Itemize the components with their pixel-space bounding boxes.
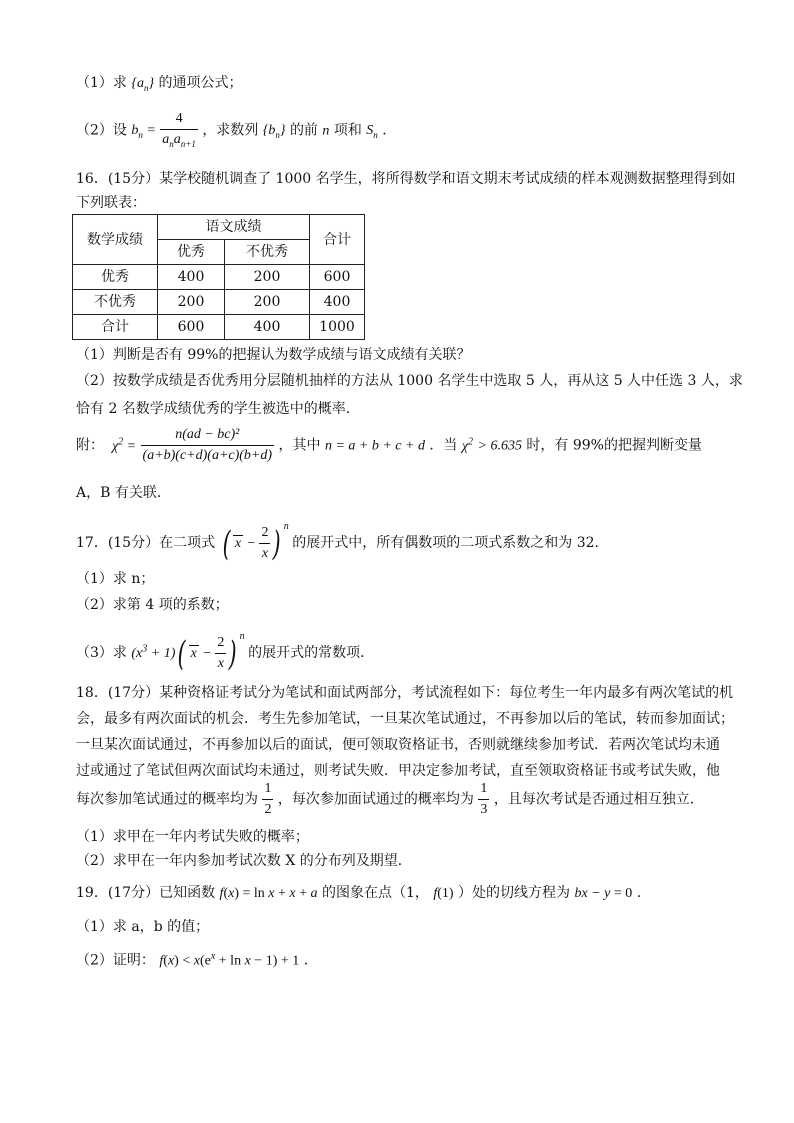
q18-line1: 18．(17分）某种资格证考试分为笔试和面试两部分，考试流程如下：每位考生一年内最多有两次笔试的机 [76, 685, 734, 701]
note-condition: > 6.635 [477, 438, 522, 454]
q19-part2-pre: （2）证明： [76, 952, 155, 969]
q19-part2-end: ． [303, 952, 318, 969]
table-group-header: 语文成绩 [158, 215, 310, 240]
table-cell: 200 [225, 265, 310, 290]
q15-seq-bn: $\{b_n\}$ [262, 123, 286, 141]
q19-stem-pre: 19．(17分）已知函数 [76, 885, 216, 901]
q19-tangent: bx − y [574, 886, 611, 901]
q17-stem-pre: 17．(15分）在二项式 [76, 535, 216, 551]
note-tail: 时，有 99%的把握判断变量 [526, 437, 702, 454]
q18-line2: 会，最多有两次面试的机会．考生先参加笔试，一旦某次笔试通过，不再参加以后的笔试，转而参加面试； [76, 711, 734, 727]
table-row [73, 290, 365, 315]
table-corner: 数学成绩 [73, 215, 158, 265]
q18-prob-written-den: 2 [262, 799, 273, 817]
table-cell: 200 [225, 290, 310, 315]
q19-part2: （2）证明： $f(x) < x(e^x + \ln x - 1) + 1$ ． [76, 951, 318, 969]
q15-part2-tail: 的前 [289, 122, 318, 139]
q17-binomial: ( x − $\frac{2}{x}$ ) $^n$ [222, 521, 289, 564]
q15-fraction [160, 112, 198, 149]
q19-stem: 19．(17分）已知函数 f(x) = ln x + x + a 的图象在点（1， f(1) ）处的切线方程为 bx − y = 0 ． [76, 885, 651, 901]
q19-f1: f [433, 886, 438, 901]
table-row-label: 合计 [73, 315, 158, 340]
q17-part3-tail: 的展开式的常数项． [248, 645, 375, 661]
q18-part2: （2）求甲在一年内参加考试次数 X 的分布列及期望． [76, 853, 412, 869]
q15-part1-text: （1）求 [76, 75, 127, 91]
q17-stem [76, 521, 609, 564]
chi-square-num: n(ad − bc)² [175, 427, 240, 442]
q18-line5 [76, 782, 704, 817]
q18-prob-interview-num: 1 [480, 781, 488, 796]
q18-prob-interview [478, 782, 489, 817]
q16-part2-line1: （2）按数学成绩是否优秀用分层随机抽样的方法从 1000 名学生中选取 5 人，再从这 5 人中任选 3 人，求 [76, 373, 743, 389]
table-row-label: 不优秀 [73, 290, 158, 315]
chi-square-den: (a+b)(c+d)(a+c)(b+d) [141, 445, 275, 463]
q15-fraction-num: 4 [175, 111, 183, 126]
q17-stem-tail: 的展开式中，所有偶数项的二项式系数之和为 32． [292, 535, 609, 551]
q19-stem-mid2: ）处的切线方程为 [458, 885, 571, 901]
q15-part1 [76, 76, 243, 93]
note-label: 附： [76, 437, 104, 454]
note-mid: ，其中 [278, 437, 321, 454]
table-cell: 600 [310, 265, 365, 290]
q18-line4: 过或通过了笔试但两次面试均未通过，则考试失败．甲决定参加考试，直至领取资格证书或考试失败，他 [76, 763, 720, 779]
q19-inequality: f [159, 953, 164, 969]
q17-part3 [76, 631, 375, 674]
q15-part2-mid: ，求数列 [202, 122, 259, 139]
q19-function: f [219, 886, 224, 901]
q15-bn: $b_n$ = [131, 123, 156, 141]
q17-part2: （2）求第 4 项的系数； [76, 597, 229, 613]
table-cell: 200 [158, 290, 225, 315]
q15-seq-an: $\{a_n\}$ [131, 76, 155, 93]
q17-part3-pre: （3）求 [76, 645, 127, 661]
q17-part1: （1）求 n； [76, 571, 155, 587]
table-col-excellent: 优秀 [158, 240, 225, 265]
chi-square-symbol-2: $\chi^2$ [461, 435, 474, 454]
q16-note [76, 428, 702, 463]
table-cell: 600 [158, 315, 225, 340]
q15-sn: $S_n$ [366, 123, 378, 141]
table-total-header: 合计 [310, 215, 365, 265]
q15-fraction-den: $a_na_{n+1}$ [160, 129, 198, 149]
q19-stem-end: ． [636, 885, 651, 901]
q18-prob-interview-den: 3 [478, 799, 489, 817]
q18-part1: （1）求甲在一年内考试失败的概率； [76, 829, 309, 845]
q18-prob-written [262, 782, 273, 817]
table-row-label: 优秀 [73, 265, 158, 290]
table-cell: 400 [225, 315, 310, 340]
q19-part1: （1）求 a，b 的值； [76, 919, 210, 935]
q17-part3-expr: $(x^3 + 1)$( x − $\frac{2}{x}$ ) $^n$ [131, 631, 245, 674]
q16-stem-line1: 16．(15分）某学校随机调查了 1000 名学生，将所得数学和语文期末考试成绩的样本观测数据整理得到如 [76, 171, 736, 187]
q16-stem-line2: 下列联表： [76, 195, 146, 211]
q18-line5-a: 每次参加笔试通过的概率均为 [76, 791, 258, 808]
q18-line3: 一旦某次面试通过，不再参加以后的面试，便可领取资格证书，否则就继续参加考试．若两次笔试均未通 [76, 737, 720, 753]
q18-prob-written-num: 1 [264, 781, 272, 796]
q15-part1-tail: 的通项公式； [158, 75, 243, 91]
table-row [73, 265, 365, 290]
q16-part1: （1）判断是否有 99%的把握认为数学成绩与语文成绩有关联？ [76, 347, 471, 363]
q16-note-line2: A，B 有关联． [76, 485, 171, 501]
q15-n: n [322, 123, 330, 139]
table-cell: 1000 [310, 315, 365, 340]
q15-part2-text: （2）设 [76, 122, 127, 139]
table-row [73, 315, 365, 340]
table-cell: 400 [158, 265, 225, 290]
note-when: ．当 [429, 437, 458, 454]
contingency-table [72, 214, 365, 340]
q19-stem-mid: 的图象在点（1， [321, 885, 429, 901]
q15-part2-end: ． [382, 122, 397, 139]
q15-part2-tail2: 项和 [333, 122, 362, 139]
chi-square-symbol: $\chi^2$ = [108, 435, 137, 454]
q16-part2-line2: 恰有 2 名数学成绩优秀的学生被选中的概率． [76, 401, 360, 417]
q15-part2 [76, 112, 396, 149]
note-n-def: n = a + b + c + d [324, 438, 425, 454]
chi-square-formula [141, 428, 275, 463]
q18-line5-c: ，且每次考试是否通过相互独立． [493, 791, 704, 808]
table-col-not-excellent: 不优秀 [225, 240, 310, 265]
table-cell: 400 [310, 290, 365, 315]
q18-line5-b: ，每次参加面试通过的概率均为 [277, 791, 474, 808]
